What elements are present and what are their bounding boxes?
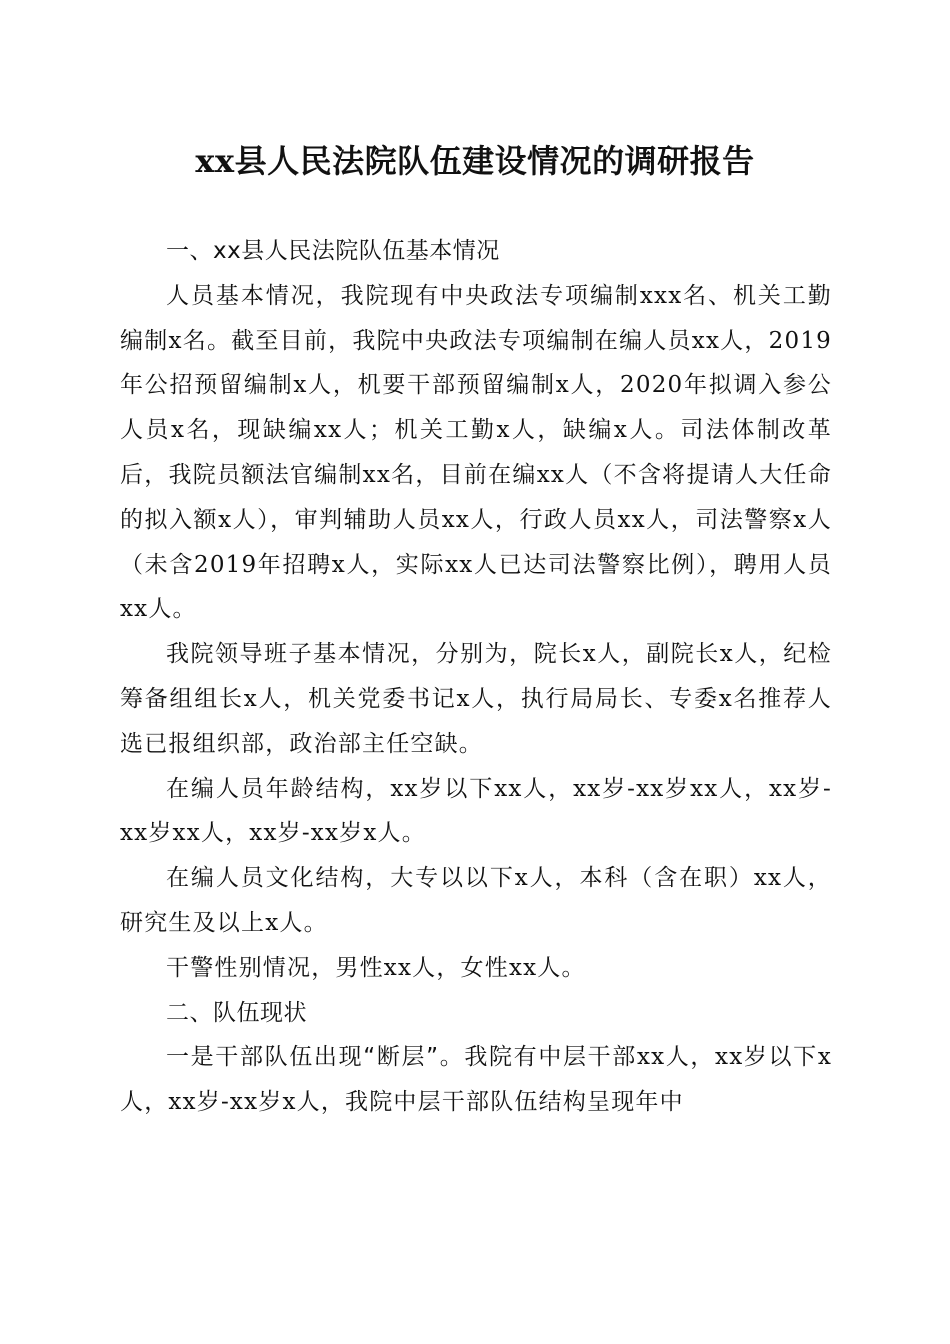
section-2-heading: 二、队伍现状 — [166, 999, 307, 1026]
paragraph-age-structure: 在编人员年龄结构，xx岁以下xx人，xx岁-xx岁xx人，xx岁-xx岁xx人，xx岁-xx岁x人。 — [120, 775, 832, 847]
document-body — [120, 229, 832, 1125]
paragraph-education-structure: 在编人员文化结构，大专以以下x人，本科（含在职）xx人，研究生及以上x人。 — [120, 865, 832, 936]
paragraph-lead-rest: 我院有中层干部xx人，xx岁以下x人，xx岁-xx岁x人，我院中层干部队伍结构呈现年中 — [120, 1044, 832, 1116]
section-1-heading: 一、xx县人民法院队伍基本情况 — [166, 238, 500, 264]
paragraph-cadre-gap — [120, 1035, 832, 1125]
paragraph-personnel-overview: 人员基本情况，我院现有中央政法专项编制xxx名、机关工勤编制x名。截至目前，我院中央政法专项编制在编人员xx人，2019年公招预留编制x人，机要干部预留编制x人，2020年拟调入参公人员x名，现缺编xx人；机关工勤x人，缺编x人。司法体制改革后，我院员额法官编制xx名，目前在编xx人（不含将提请人大任命的拟入额x人），审判辅助人员xx人，行政人员xx人，司法警察x人（未含2019年招聘x人，实际xx人已达司法警察比例），聘用人员xx人。 — [120, 282, 832, 623]
document-title: xx县人民法院队伍建设情况的调研报告 — [195, 142, 755, 180]
paragraph-lead-phrase: 一是干部队伍出现“断层”。 — [166, 1044, 465, 1071]
paragraph-leadership: 我院领导班子基本情况，分别为，院长x人，副院长x人，纪检筹备组组长x人，机关党委书记x人，执行局局长、专委x名推荐人选已报组织部，政治部主任空缺。 — [120, 641, 832, 757]
paragraph-gender: 干警性别情况，男性xx人，女性xx人。 — [166, 954, 586, 981]
